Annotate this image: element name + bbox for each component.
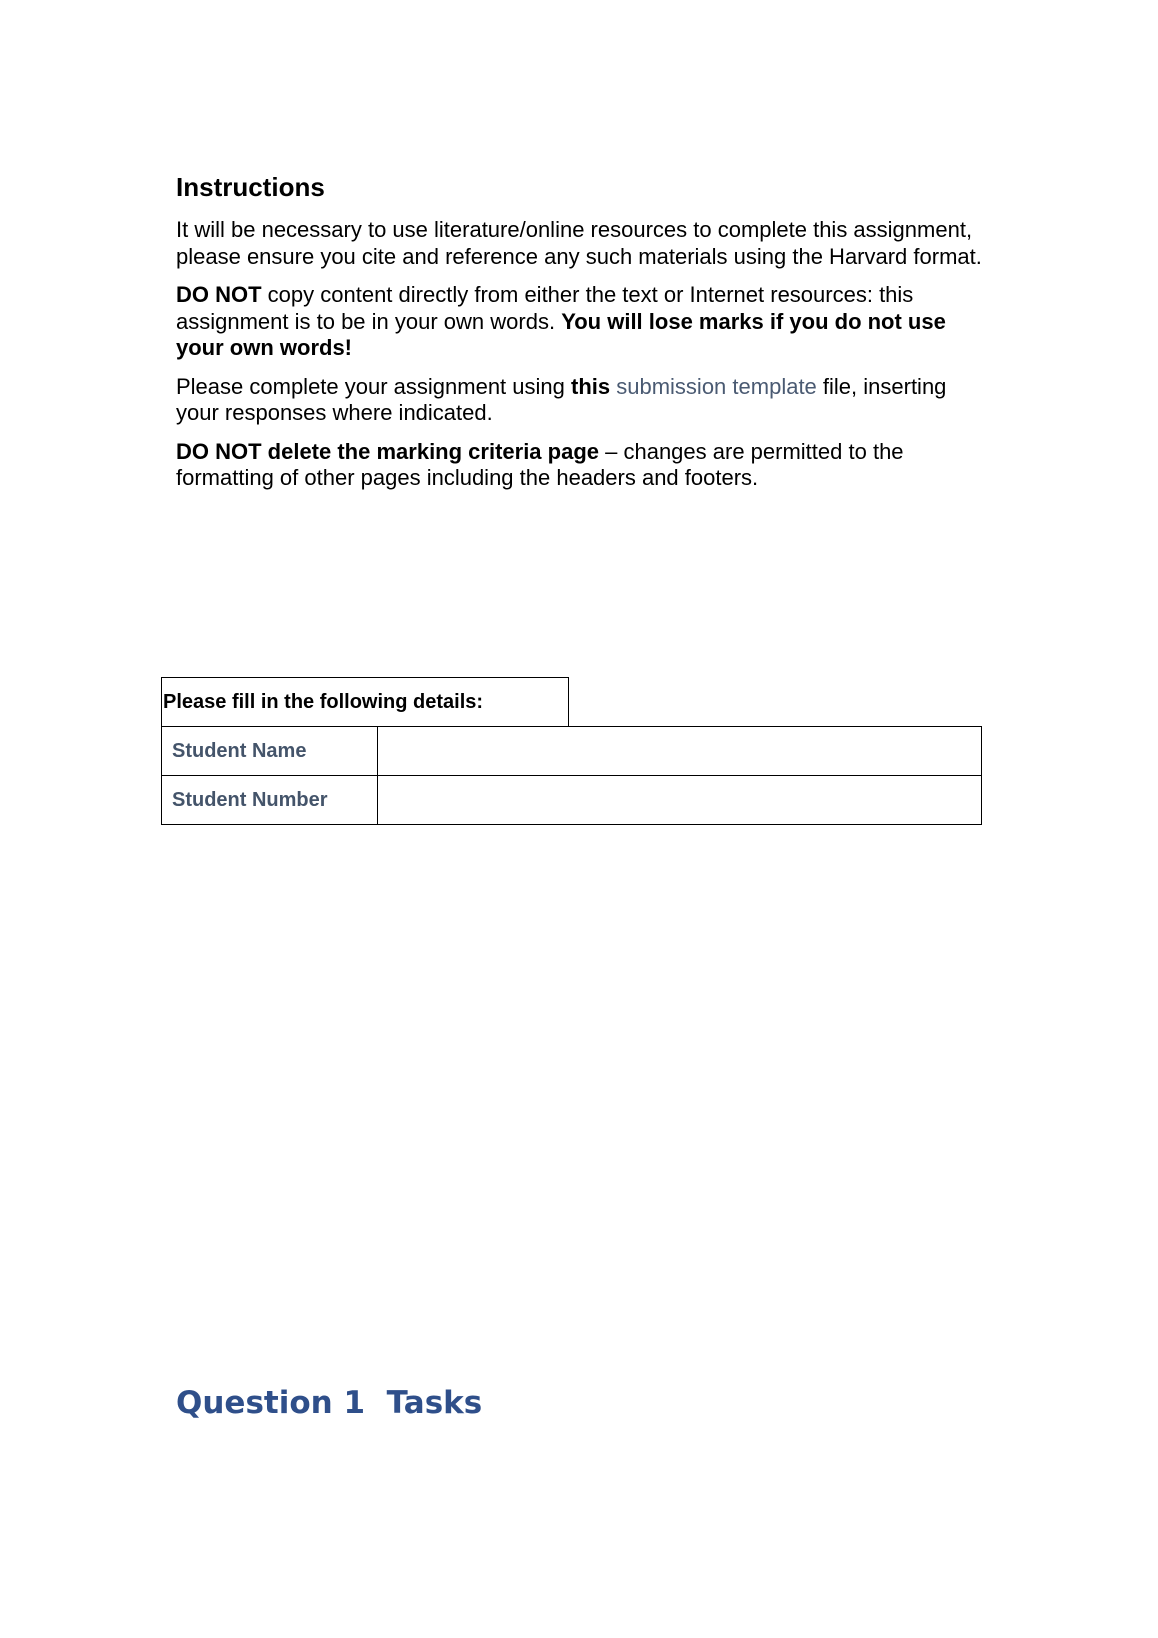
formatting-text: – changes are permitted to the formatting of other pages including the headers and footers. [176, 438, 904, 491]
student-name-label: Student Name [162, 727, 378, 776]
details-header-row [162, 678, 982, 727]
header-spacer [569, 678, 982, 727]
student-name-row [162, 727, 982, 776]
do-not-delete-emphasis: DO NOT delete the marking criteria page [176, 438, 600, 464]
instructions-paragraph-3 [176, 374, 986, 427]
student-name-field[interactable] [378, 727, 982, 776]
student-number-field[interactable] [378, 776, 982, 825]
lose-marks-warning: You will lose marks if you do not use your own words! [176, 308, 946, 361]
this-emphasis: this [571, 373, 611, 399]
student-number-row [162, 776, 982, 825]
student-details-table [161, 677, 982, 825]
instructions-heading: Instructions [176, 172, 325, 202]
instructions-paragraph-1: It will be necessary to use literature/online resources to complete this assignment, please ensure you cite and reference any such materials using the Harvard format. [176, 217, 982, 269]
complete-assignment-text: Please complete your assignment using [176, 373, 571, 399]
instructions-section [176, 172, 986, 504]
copy-content-text: copy content directly from either the text or Internet resources: this assignment is to be in your own words. [176, 282, 914, 334]
submission-template-link[interactable]: submission template [616, 373, 817, 399]
file-text: file, inserting your responses where indicated. [176, 373, 947, 426]
instructions-paragraph-4 [176, 439, 986, 492]
do-not-emphasis: DO NOT [176, 282, 262, 308]
question-1-heading: Question 1 Tasks [176, 1385, 483, 1421]
student-number-label: Student Number [162, 776, 378, 825]
details-header: Please fill in the following details: [162, 678, 569, 727]
instructions-paragraph-2 [176, 282, 986, 362]
